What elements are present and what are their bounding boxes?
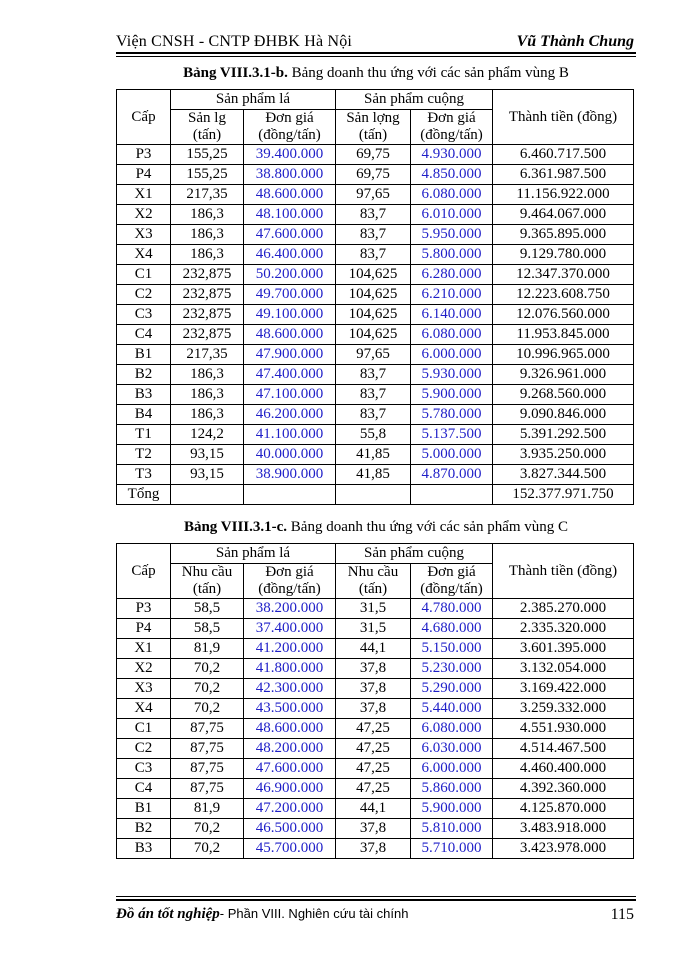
cell-grade: C4 xyxy=(117,325,171,345)
table-row xyxy=(117,345,634,365)
cell-stem-qty: 47,25 xyxy=(336,779,411,799)
cell-grade: T1 xyxy=(117,425,171,445)
table-row xyxy=(117,205,634,225)
cell-leaf-price: 49.700.000 xyxy=(244,285,336,305)
total-label: Tổng xyxy=(117,485,171,505)
table-row xyxy=(117,719,634,739)
table-row xyxy=(117,325,634,345)
cell-leaf-price: 47.600.000 xyxy=(244,759,336,779)
cell-grade: X3 xyxy=(117,679,171,699)
cell-stem-qty: 104,625 xyxy=(336,265,411,285)
sub-header-leaf-qty: Sản lg (tấn) xyxy=(171,110,244,145)
cell-leaf-qty: 232,875 xyxy=(171,305,244,325)
table-row xyxy=(117,145,634,165)
sub-header-leaf-demand: Nhu cầu (tấn) xyxy=(171,564,244,599)
cell-grade: T3 xyxy=(117,465,171,485)
col-header-cap: Cấp xyxy=(117,90,171,145)
cell-stem-qty: 83,7 xyxy=(336,225,411,245)
group-header-stem: Sản phẩm cuộng xyxy=(336,544,493,564)
header-rule-thin xyxy=(116,56,636,57)
cell-leaf-qty: 124,2 xyxy=(171,425,244,445)
cell-stem-qty: 104,625 xyxy=(336,325,411,345)
cell-total: 3.483.918.000 xyxy=(493,819,634,839)
table-row xyxy=(117,305,634,325)
cell-grade: X1 xyxy=(117,185,171,205)
cell-leaf-price: 39.400.000 xyxy=(244,145,336,165)
cell-grade: X4 xyxy=(117,699,171,719)
cell-stem-price: 5.810.000 xyxy=(411,819,493,839)
cell-leaf-qty: 93,15 xyxy=(171,465,244,485)
cell-leaf-qty: 81,9 xyxy=(171,639,244,659)
table-row xyxy=(117,739,634,759)
sub-header-stem-price: Đơn giá (đồng/tấn) xyxy=(411,110,493,145)
group-header-leaf: Sản phẩm lá xyxy=(171,90,336,110)
sub-header-stem-demand: Nhu cầu (tấn) xyxy=(336,564,411,599)
cell-leaf-qty: 87,75 xyxy=(171,759,244,779)
cell-leaf-qty: 186,3 xyxy=(171,245,244,265)
cell-total: 12.223.608.750 xyxy=(493,285,634,305)
cell-total: 3.423.978.000 xyxy=(493,839,634,859)
cell-total: 10.996.965.000 xyxy=(493,345,634,365)
cell-stem-price: 5.000.000 xyxy=(411,445,493,465)
cell-stem-qty: 97,65 xyxy=(336,185,411,205)
cell-grade: B3 xyxy=(117,839,171,859)
cell-total: 3.935.250.000 xyxy=(493,445,634,465)
table-row xyxy=(117,799,634,819)
col-header-total: Thành tiền (đồng) xyxy=(493,544,634,599)
cell-stem-price: 6.000.000 xyxy=(411,759,493,779)
cell-leaf-qty: 155,25 xyxy=(171,165,244,185)
header-rule xyxy=(116,52,636,54)
cell-grade: C1 xyxy=(117,265,171,285)
group-header-stem: Sản phẩm cuộng xyxy=(336,90,493,110)
cell-stem-qty: 97,65 xyxy=(336,345,411,365)
cell-stem-qty: 83,7 xyxy=(336,245,411,265)
cell-grade: P3 xyxy=(117,145,171,165)
cell-stem-qty: 41,85 xyxy=(336,445,411,465)
cell-stem-price: 6.140.000 xyxy=(411,305,493,325)
cell-leaf-price: 47.200.000 xyxy=(244,799,336,819)
cell-total: 9.326.961.000 xyxy=(493,365,634,385)
sub-header-stem-price: Đơn giá (đồng/tấn) xyxy=(411,564,493,599)
cell-grade: X2 xyxy=(117,205,171,225)
cell-total: 4.551.930.000 xyxy=(493,719,634,739)
cell-stem-qty: 83,7 xyxy=(336,405,411,425)
cell-stem-price: 5.930.000 xyxy=(411,365,493,385)
cell-leaf-qty: 81,9 xyxy=(171,799,244,819)
cell-leaf-qty: 186,3 xyxy=(171,205,244,225)
cell-leaf-price: 38.900.000 xyxy=(244,465,336,485)
cell-stem-qty: 37,8 xyxy=(336,839,411,859)
cell-total: 12.076.560.000 xyxy=(493,305,634,325)
cell-leaf-price: 47.100.000 xyxy=(244,385,336,405)
table-row xyxy=(117,759,634,779)
cell-leaf-qty: 58,5 xyxy=(171,619,244,639)
cell-grade: C3 xyxy=(117,759,171,779)
table1-caption-label: Bảng VIII.3.1-b. xyxy=(183,65,288,81)
table-row xyxy=(117,285,634,305)
cell-leaf-qty: 217,35 xyxy=(171,345,244,365)
cell-stem-price: 6.280.000 xyxy=(411,265,493,285)
cell-leaf-qty: 186,3 xyxy=(171,365,244,385)
table-row xyxy=(117,659,634,679)
table1-caption-text: Bảng doanh thu ứng với các sản phẩm vùng B xyxy=(287,65,569,81)
table-row xyxy=(117,619,634,639)
cell-leaf-price: 41.200.000 xyxy=(244,639,336,659)
revenue-table-region-b xyxy=(116,89,634,505)
cell-grade: B1 xyxy=(117,345,171,365)
cell-leaf-price: 48.600.000 xyxy=(244,185,336,205)
cell-total: 2.335.320.000 xyxy=(493,619,634,639)
cell-stem-qty: 47,25 xyxy=(336,719,411,739)
cell-stem-qty: 37,8 xyxy=(336,819,411,839)
cell-leaf-price: 46.200.000 xyxy=(244,405,336,425)
cell-total: 6.460.717.500 xyxy=(493,145,634,165)
cell-stem-price: 6.080.000 xyxy=(411,719,493,739)
cell-leaf-qty: 217,35 xyxy=(171,185,244,205)
cell-stem-qty: 47,25 xyxy=(336,759,411,779)
cell-total: 9.090.846.000 xyxy=(493,405,634,425)
cell-total: 9.129.780.000 xyxy=(493,245,634,265)
cell-leaf-qty: 186,3 xyxy=(171,385,244,405)
cell-leaf-qty: 70,2 xyxy=(171,819,244,839)
cell-grade: P3 xyxy=(117,599,171,619)
cell-stem-price: 6.080.000 xyxy=(411,185,493,205)
table-row xyxy=(117,679,634,699)
cell-grade: X4 xyxy=(117,245,171,265)
table-row xyxy=(117,819,634,839)
cell-leaf-qty: 186,3 xyxy=(171,405,244,425)
cell-total: 2.385.270.000 xyxy=(493,599,634,619)
cell-leaf-price: 38.800.000 xyxy=(244,165,336,185)
footer-rule xyxy=(116,899,636,901)
cell-total: 11.156.922.000 xyxy=(493,185,634,205)
cell-total: 12.347.370.000 xyxy=(493,265,634,285)
cell-grade: P4 xyxy=(117,619,171,639)
cell-grade: C2 xyxy=(117,285,171,305)
cell-leaf-price: 50.200.000 xyxy=(244,265,336,285)
col-header-total: Thành tiền (đồng) xyxy=(493,90,634,145)
footer-section: - Phần VIII. Nghiên cứu tài chính xyxy=(219,906,409,921)
cell-stem-price: 6.010.000 xyxy=(411,205,493,225)
cell-grade: C2 xyxy=(117,739,171,759)
cell-stem-price: 5.860.000 xyxy=(411,779,493,799)
cell-grade: C3 xyxy=(117,305,171,325)
cell-total: 11.953.845.000 xyxy=(493,325,634,345)
cell-leaf-price: 42.300.000 xyxy=(244,679,336,699)
table-row xyxy=(117,699,634,719)
cell-stem-qty: 104,625 xyxy=(336,305,411,325)
cell-leaf-price: 38.200.000 xyxy=(244,599,336,619)
cell-stem-price: 5.710.000 xyxy=(411,839,493,859)
cell-stem-qty: 37,8 xyxy=(336,679,411,699)
table-row xyxy=(117,265,634,285)
cell-total: 4.392.360.000 xyxy=(493,779,634,799)
col-header-cap: Cấp xyxy=(117,544,171,599)
cell-grade: C1 xyxy=(117,719,171,739)
header-author: Vũ Thành Chung xyxy=(516,33,634,50)
cell-total: 3.169.422.000 xyxy=(493,679,634,699)
table-row xyxy=(117,165,634,185)
table-row xyxy=(117,225,634,245)
cell-total: 3.259.332.000 xyxy=(493,699,634,719)
cell-total: 3.827.344.500 xyxy=(493,465,634,485)
group-header-leaf: Sản phẩm lá xyxy=(171,544,336,564)
footer-rule-thin xyxy=(116,896,636,897)
cell-stem-price: 4.870.000 xyxy=(411,465,493,485)
cell-stem-price: 5.950.000 xyxy=(411,225,493,245)
cell-stem-price: 4.850.000 xyxy=(411,165,493,185)
cell-leaf-price: 47.900.000 xyxy=(244,345,336,365)
cell-stem-price: 5.150.000 xyxy=(411,639,493,659)
cell-stem-price: 6.000.000 xyxy=(411,345,493,365)
cell-grade: X1 xyxy=(117,639,171,659)
cell-grade: X2 xyxy=(117,659,171,679)
cell-leaf-qty: 186,3 xyxy=(171,225,244,245)
cell-stem-qty: 41,85 xyxy=(336,465,411,485)
cell-stem-price: 5.900.000 xyxy=(411,385,493,405)
cell-stem-price: 5.230.000 xyxy=(411,659,493,679)
cell-leaf-qty: 70,2 xyxy=(171,679,244,699)
cell-stem-price: 6.210.000 xyxy=(411,285,493,305)
cell-total: 4.514.467.500 xyxy=(493,739,634,759)
cell-stem-qty: 55,8 xyxy=(336,425,411,445)
cell-total: 3.601.395.000 xyxy=(493,639,634,659)
cell-grade: P4 xyxy=(117,165,171,185)
cell-leaf-price: 46.400.000 xyxy=(244,245,336,265)
cell-leaf-qty: 87,75 xyxy=(171,739,244,759)
cell-grade: B2 xyxy=(117,819,171,839)
table1-body xyxy=(117,145,634,485)
cell-leaf-qty: 155,25 xyxy=(171,145,244,165)
cell-stem-price: 5.780.000 xyxy=(411,405,493,425)
cell-total: 9.365.895.000 xyxy=(493,225,634,245)
revenue-table-region-c xyxy=(116,543,634,859)
cell-leaf-price: 46.500.000 xyxy=(244,819,336,839)
cell-stem-qty: 69,75 xyxy=(336,165,411,185)
table-row xyxy=(117,445,634,465)
total-value: 152.377.971.750 xyxy=(493,485,634,505)
cell-stem-qty: 44,1 xyxy=(336,639,411,659)
table-row xyxy=(117,465,634,485)
sub-header-leaf-price: Đơn giá (đồng/tấn) xyxy=(244,110,336,145)
page-number: 115 xyxy=(610,906,634,923)
cell-stem-price: 4.780.000 xyxy=(411,599,493,619)
cell-leaf-price: 48.600.000 xyxy=(244,719,336,739)
table-row xyxy=(117,839,634,859)
cell-grade: C4 xyxy=(117,779,171,799)
cell-stem-qty: 83,7 xyxy=(336,365,411,385)
cell-grade: B3 xyxy=(117,385,171,405)
cell-stem-qty: 31,5 xyxy=(336,619,411,639)
cell-leaf-qty: 232,875 xyxy=(171,325,244,345)
cell-grade: X3 xyxy=(117,225,171,245)
cell-leaf-price: 46.900.000 xyxy=(244,779,336,799)
table2-caption-label: Bảng VIII.3.1-c. xyxy=(183,519,288,535)
cell-leaf-qty: 70,2 xyxy=(171,699,244,719)
cell-leaf-qty: 232,875 xyxy=(171,285,244,305)
cell-leaf-qty: 87,75 xyxy=(171,719,244,739)
table-row xyxy=(117,365,634,385)
table-row xyxy=(117,405,634,425)
cell-leaf-price: 48.100.000 xyxy=(244,205,336,225)
table1-caption xyxy=(116,65,636,82)
header-institution: Viện CNSH - CNTP ĐHBK Hà Nội xyxy=(116,33,353,50)
table2-caption-text: Bảng doanh thu ứng với các sản phẩm vùng C xyxy=(287,519,569,535)
table2-body xyxy=(117,599,634,859)
cell-leaf-price: 47.600.000 xyxy=(244,225,336,245)
cell-grade: B2 xyxy=(117,365,171,385)
cell-leaf-qty: 232,875 xyxy=(171,265,244,285)
cell-stem-qty: 83,7 xyxy=(336,205,411,225)
cell-leaf-qty: 70,2 xyxy=(171,839,244,859)
table-row xyxy=(117,425,634,445)
cell-stem-price: 4.930.000 xyxy=(411,145,493,165)
cell-stem-qty: 31,5 xyxy=(336,599,411,619)
table-row xyxy=(117,245,634,265)
cell-stem-price: 5.290.000 xyxy=(411,679,493,699)
page-footer xyxy=(116,896,636,936)
cell-total: 5.391.292.500 xyxy=(493,425,634,445)
cell-leaf-price: 45.700.000 xyxy=(244,839,336,859)
cell-stem-price: 6.030.000 xyxy=(411,739,493,759)
cell-grade: T2 xyxy=(117,445,171,465)
cell-leaf-qty: 70,2 xyxy=(171,659,244,679)
table1-total-row xyxy=(117,485,634,505)
cell-total: 9.268.560.000 xyxy=(493,385,634,405)
cell-stem-qty: 47,25 xyxy=(336,739,411,759)
table2-caption xyxy=(116,519,636,536)
cell-leaf-price: 37.400.000 xyxy=(244,619,336,639)
cell-leaf-price: 40.000.000 xyxy=(244,445,336,465)
cell-leaf-price: 49.100.000 xyxy=(244,305,336,325)
cell-leaf-qty: 58,5 xyxy=(171,599,244,619)
cell-stem-qty: 83,7 xyxy=(336,385,411,405)
sub-header-stem-qty: Sản lợng (tấn) xyxy=(336,110,411,145)
table-row xyxy=(117,185,634,205)
sub-header-leaf-price: Đơn giá (đồng/tấn) xyxy=(244,564,336,599)
cell-leaf-price: 48.600.000 xyxy=(244,325,336,345)
cell-stem-price: 5.900.000 xyxy=(411,799,493,819)
cell-total: 6.361.987.500 xyxy=(493,165,634,185)
cell-leaf-price: 41.100.000 xyxy=(244,425,336,445)
cell-total: 4.125.870.000 xyxy=(493,799,634,819)
cell-grade: B1 xyxy=(117,799,171,819)
cell-stem-qty: 69,75 xyxy=(336,145,411,165)
cell-leaf-price: 48.200.000 xyxy=(244,739,336,759)
cell-stem-qty: 37,8 xyxy=(336,699,411,719)
cell-stem-price: 4.680.000 xyxy=(411,619,493,639)
footer-title: Đồ án tốt nghiệp- Phần VIII. Nghiên cứu tài chính xyxy=(116,906,409,922)
cell-stem-price: 5.137.500 xyxy=(411,425,493,445)
cell-leaf-qty: 93,15 xyxy=(171,445,244,465)
table-row xyxy=(117,599,634,619)
cell-total: 4.460.400.000 xyxy=(493,759,634,779)
page-header xyxy=(116,31,636,53)
table-row xyxy=(117,385,634,405)
cell-total: 3.132.054.000 xyxy=(493,659,634,679)
table-row xyxy=(117,779,634,799)
cell-stem-qty: 37,8 xyxy=(336,659,411,679)
cell-stem-price: 5.440.000 xyxy=(411,699,493,719)
cell-total: 9.464.067.000 xyxy=(493,205,634,225)
cell-stem-qty: 44,1 xyxy=(336,799,411,819)
cell-grade: B4 xyxy=(117,405,171,425)
cell-leaf-qty: 87,75 xyxy=(171,779,244,799)
cell-leaf-price: 41.800.000 xyxy=(244,659,336,679)
cell-stem-price: 5.800.000 xyxy=(411,245,493,265)
table-row xyxy=(117,639,634,659)
cell-leaf-price: 47.400.000 xyxy=(244,365,336,385)
cell-leaf-price: 43.500.000 xyxy=(244,699,336,719)
cell-stem-price: 6.080.000 xyxy=(411,325,493,345)
cell-stem-qty: 104,625 xyxy=(336,285,411,305)
